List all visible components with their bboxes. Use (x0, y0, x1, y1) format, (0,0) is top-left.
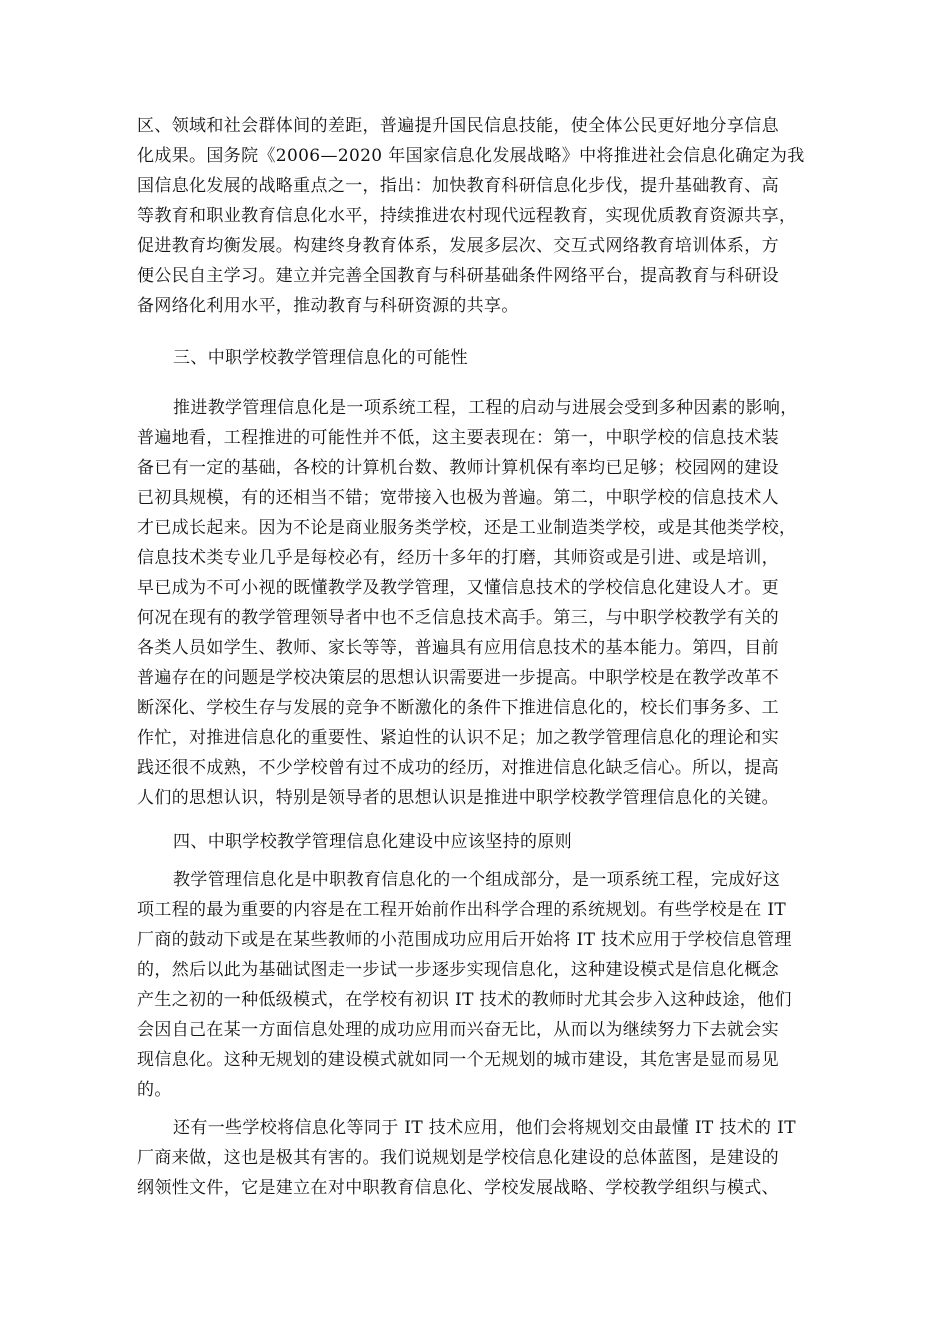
text-line: 的，然后以此为基础试图走一步试一步逐步实现信息化，这种建设模式是信息化概念 (137, 960, 779, 980)
paragraph-2 (137, 393, 857, 813)
paragraph-1 (137, 111, 857, 321)
text-line: 等教育和职业教育信息化水平，持续推进农村现代远程教育，实现优质教育资源共享， (137, 206, 797, 226)
text-line: 项工程的最为重要的内容是在工程开始前作出科学合理的系统规划。有些学校是在 IT (137, 900, 787, 920)
section-heading-3: 三、中职学校教学管理信息化的可能性 (173, 348, 468, 368)
text-line: 促进教育均衡发展。构建终身教育体系，发展多层次、交互式网络教育培训体系，方 (137, 236, 779, 256)
text-line: 备已有一定的基础，各校的计算机台数、教师计算机保有率均已足够；校园网的建设 (137, 458, 779, 478)
text-line: 早已成为不可小视的既懂教学及教学管理，又懂信息技术的学校信息化建设人才。更 (137, 578, 779, 598)
paragraph-4 (137, 1113, 857, 1203)
text-line: 教学管理信息化是中职教育信息化的一个组成部分，是一项系统工程，完成好这 (173, 870, 781, 890)
text-line: 断深化、学校生存与发展的竞争不断激化的条件下推进信息化的，校长们事务多、工 (137, 698, 779, 718)
text-line: 还有一些学校将信息化等同于 IT 技术应用，他们会将规划交由最懂 IT 技术的 IT (173, 1118, 796, 1138)
text-line: 备网络化利用水平，推动教育与科研资源的共享。 (137, 296, 519, 316)
text-line: 纲领性文件，它是建立在对中职教育信息化、学校发展战略、学校教学组织与模式、 (137, 1178, 779, 1198)
text-line: 普遍存在的问题是学校决策层的思想认识需要进一步提高。中职学校是在教学改革不 (137, 668, 779, 688)
text-line: 信息技术类专业几乎是每校必有，经历十多年的打磨，其师资或是引进、或是培训， (137, 548, 779, 568)
text-line: 普遍地看，工程推进的可能性并不低，这主要表现在：第一，中职学校的信息技术装 (137, 428, 779, 448)
text-line: 产生之初的一种低级模式，在学校有初识 IT 技术的教师时尤其会步入这种歧途，他们 (137, 990, 792, 1010)
text-line: 各类人员如学生、教师、家长等等，普遍具有应用信息技术的基本能力。第四，目前 (137, 638, 779, 658)
text-line: 才已成长起来。因为不论是商业服务类学校，还是工业制造类学校，或是其他类学校， (137, 518, 797, 538)
text-line: 人们的思想认识，特别是领导者的思想认识是推进中职学校教学管理信息化的关键。 (137, 788, 779, 808)
paragraph-3 (137, 865, 857, 1105)
text-line: 国信息化发展的战略重点之一，指出：加快教育科研信息化步伐，提升基础教育、高 (137, 176, 779, 196)
text-line: 何况在现有的教学管理领导者中也不乏信息技术高手。第三，与中职学校教学有关的 (137, 608, 779, 628)
text-line: 厂商来做，这也是极其有害的。我们说规划是学校信息化建设的总体蓝图，是建设的 (137, 1148, 779, 1168)
text-line: 区、领域和社会群体间的差距，普遍提升国民信息技能，使全体公民更好地分享信息 (137, 116, 779, 136)
text-line: 推进教学管理信息化是一项系统工程，工程的启动与进展会受到多种因素的影响， (173, 398, 798, 418)
text-line: 践还很不成熟，不少学校曾有过不成功的经历，对推进信息化缺乏信心。所以，提高 (137, 758, 779, 778)
text-line: 便公民自主学习。建立并完善全国教育与科研基础条件网络平台，提高教育与科研设 (137, 266, 779, 286)
text-line: 作忙，对推进信息化的重要性、紧迫性的认识不足；加之教学管理信息化的理论和实 (137, 728, 779, 748)
text-line: 会因自己在某一方面信息处理的成功应用而兴奋无比，从而以为继续努力下去就会实 (137, 1020, 779, 1040)
text-line: 现信息化。这种无规划的建设模式就如同一个无规划的城市建设，其危害是显而易见 (137, 1050, 779, 1070)
text-line: 已初具规模，有的还相当不错；宽带接入也极为普遍。第二，中职学校的信息技术人 (137, 488, 779, 508)
section-heading-4: 四、中职学校教学管理信息化建设中应该坚持的原则 (173, 832, 573, 852)
document-body (137, 111, 857, 1203)
text-line: 化成果。国务院《2006—2020 年国家信息化发展战略》中将推进社会信息化确定为我 (137, 146, 805, 166)
text-line: 的。 (137, 1080, 172, 1100)
text-line: 厂商的鼓动下或是在某些教师的小范围成功应用后开始将 IT 技术应用于学校信息管理 (137, 930, 792, 950)
